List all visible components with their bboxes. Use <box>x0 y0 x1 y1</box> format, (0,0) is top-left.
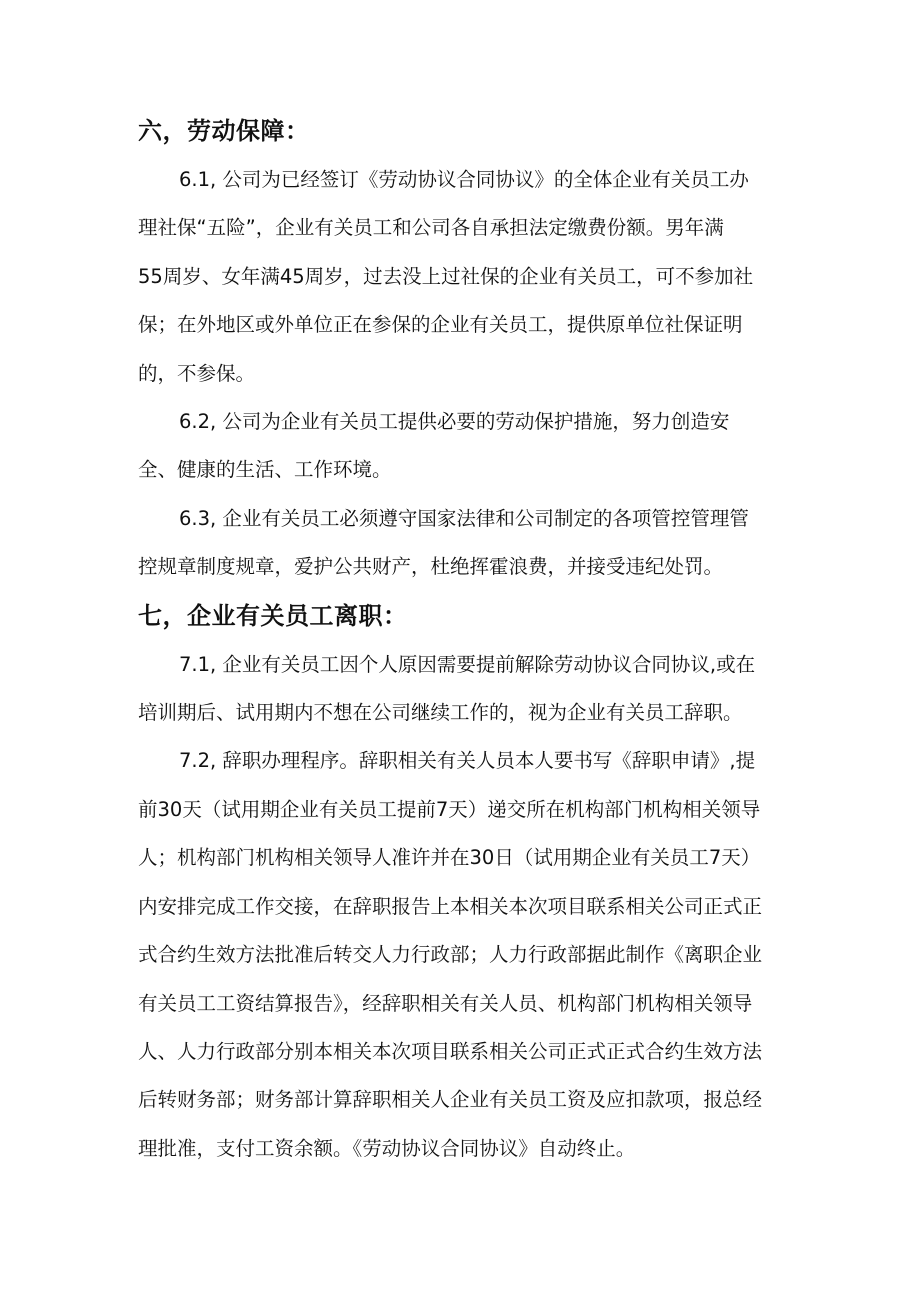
paragraph-line: 式合约生效方法批准后转交人力行政部；人力行政部据此制作《离职企业 <box>138 943 763 967</box>
paragraph-line: 全、健康的生活、工作环境。 <box>138 458 392 482</box>
document-body <box>138 107 788 1173</box>
paragraph-line: 7.1, 企业有关员工因个人原因需要提前解除劳动协议合同协议,或在 <box>179 652 756 676</box>
paragraph-6-1 <box>138 156 788 398</box>
paragraph-line: 6.3, 企业有关员工必须遵守国家法律和公司制定的各项管控管理管 <box>179 506 749 530</box>
paragraph-line: 后转财务部；财务部计算辞职相关人企业有关员工资及应扣款项，报总经 <box>138 1088 763 1112</box>
paragraph-line: 培训期后、试用期内不想在公司继续工作的，视为企业有关员工辞职。 <box>138 701 743 725</box>
section-heading: 六，劳动保障： <box>138 117 310 145</box>
paragraph-line: 6.1, 公司为已经签订《劳动协议合同协议》的全体企业有关员工办 <box>179 168 749 191</box>
paragraph-line: 人、人力行政部分别本相关本次项目联系相关公司正式正式合约生效方法 <box>138 1039 763 1063</box>
paragraph-7-1 <box>138 641 788 738</box>
paragraph-7-2 <box>138 737 788 1173</box>
paragraph-line: 6.2, 公司为企业有关员工提供必要的劳动保护措施，努力创造安 <box>179 410 730 434</box>
paragraph-line: 理批准，支付工资余额。《劳动协议合同协议》自动终止。 <box>138 1136 636 1160</box>
section-labor-protection <box>138 107 788 592</box>
paragraph-line: 人；机构部门机构相关领导人准许并在30日（试用期企业有关员工7天） <box>138 846 761 870</box>
paragraph-line: 前30天（试用期企业有关员工提前7天）递交所在机构部门机构相关领导 <box>138 797 761 821</box>
paragraph-line: 内安排完成工作交接，在辞职报告上本相关本次项目联系相关公司正式正 <box>138 894 763 918</box>
paragraph-line: 控规章制度规章，爱护公共财产，杜绝挥霍浪费，并接受违纪处罚。 <box>138 555 724 579</box>
paragraph-6-3 <box>138 495 788 592</box>
paragraph-line: 保；在外地区或外单位正在参保的企业有关员工，提供原单位社保证明 <box>138 313 743 337</box>
paragraph-6-2 <box>138 398 788 495</box>
paragraph-line: 7.2, 辞职办理程序。辞职相关有关人员本人要书写《辞职申请》,提 <box>179 749 756 773</box>
paragraph-line: 的，不参保。 <box>138 361 256 385</box>
section-heading: 七，企业有关员工离职： <box>138 601 408 630</box>
paragraph-line: 理社保“五险”，企业有关员工和公司各自承担法定缴费份额。男年满 <box>138 216 724 240</box>
paragraph-line: 55周岁、女年满45周岁，过去没上过社保的企业有关员工，可不参加社 <box>138 264 754 288</box>
section-employee-resignation <box>138 592 788 1173</box>
paragraph-line: 有关员工工资结算报告》，经辞职相关有关人员、机构部门机构相关领导 <box>138 991 753 1015</box>
